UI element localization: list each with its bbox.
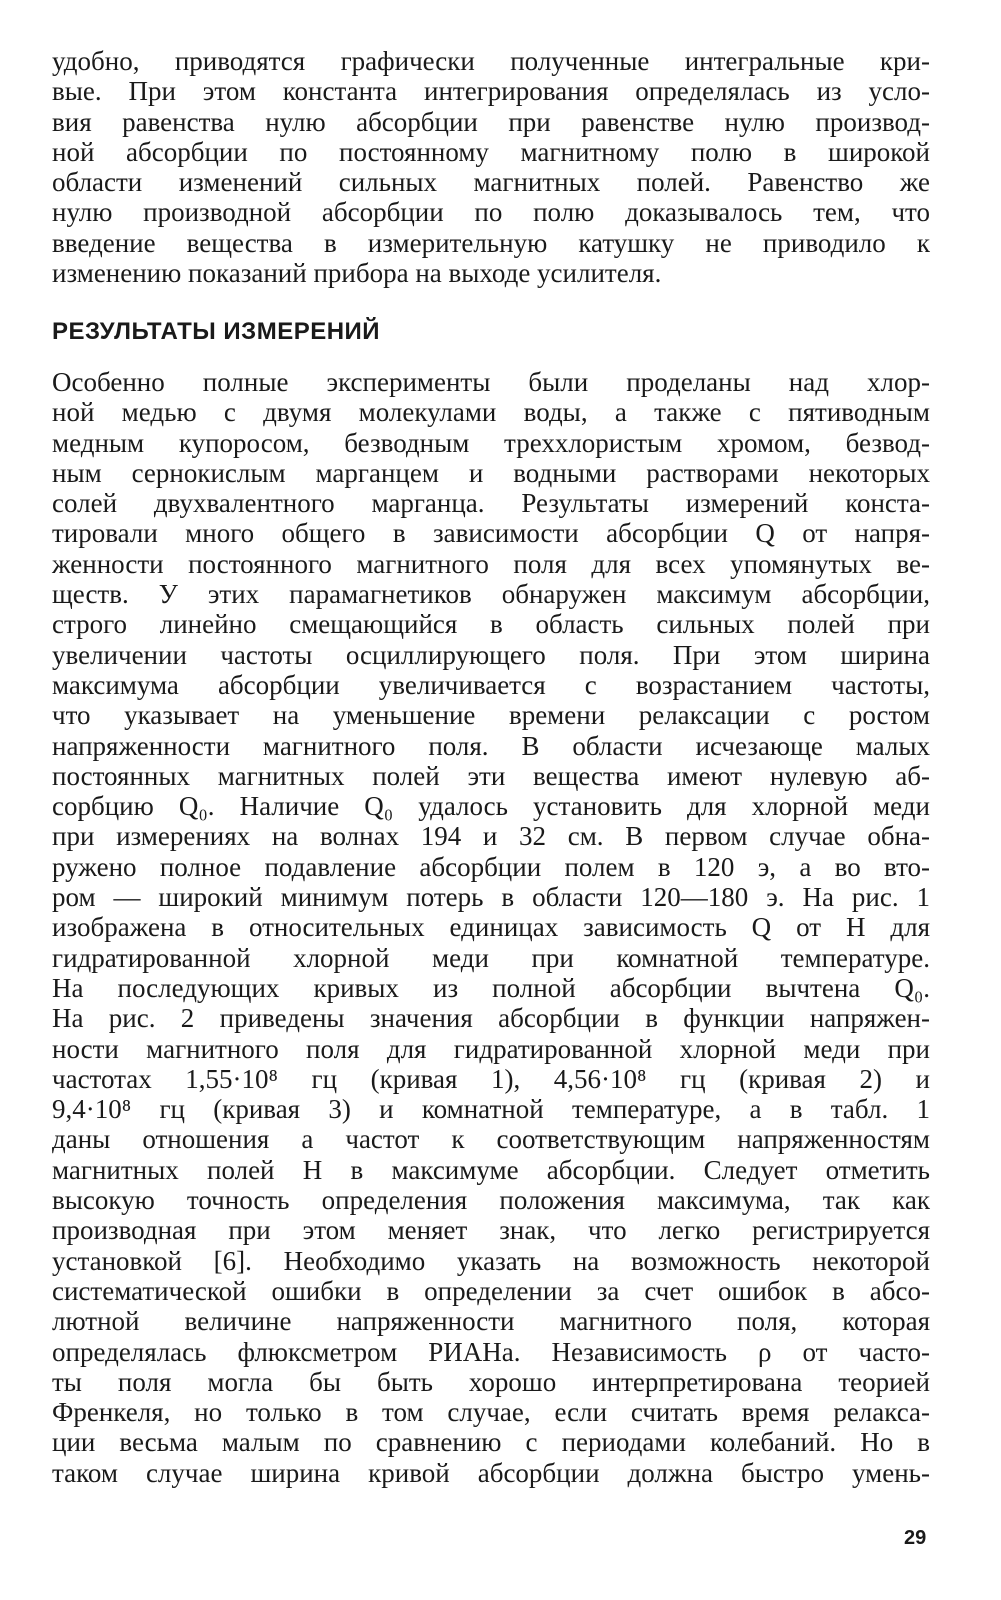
text-line: Френкеля, но только в том случае, если считать время релакса- [52,1397,930,1428]
text-line: строго линейно смещающийся в область сильных полей при [52,609,930,640]
text-line: что указывает на уменьшение времени релаксации с ростом [52,700,930,731]
text-line: магнитных полей H в максимуме абсорбции. Следует отметить [52,1154,930,1185]
text-line: определялась флюксметром РИАНа. Независимость ρ от часто- [52,1336,930,1367]
text-line: На последующих кривых из полной абсорбции вычтена Q₀. [52,972,930,1003]
text-line: ной медью с двумя молекулами воды, а также с пятиводным [52,397,930,428]
text-line: сорбцию Q₀. Наличие Q₀ удалось установить для хлорной меди [52,791,930,822]
section-heading: РЕЗУЛЬТАТЫ ИЗМЕРЕНИЙ [52,318,381,345]
text-line: солей двухвалентного марганца. Результаты измерений конста- [52,488,930,519]
text-line: 9,4·10⁸ гц (кривая 3) и комнатной температуре, а в табл. 1 [52,1094,930,1125]
text-line: тировали много общего в зависимости абсорбции Q от напря- [52,518,930,549]
text-line: удобно, приводятся графически полученные интегральные кри- [52,46,930,76]
text-line: изображена в относительных единицах зависимость Q от H для [52,912,930,943]
text-line: высокую точность определения положения максимума, так как [52,1185,930,1216]
text-line: таком случае ширина кривой абсорбции должна быстро умень- [52,1457,930,1488]
text-line: На рис. 2 приведены значения абсорбции в функции напряжен- [52,1003,930,1034]
text-line: изменению показаний прибора на выходе усилителя. [52,258,662,289]
text-line: постоянных магнитных полей эти вещества имеют нулевую аб- [52,760,930,791]
text-line: максимума абсорбции увеличивается с возрастанием частоты, [52,669,930,700]
text-line: Особенно полные эксперименты были проделаны над хлор- [52,367,930,397]
text-line: введение вещества в измерительную катушку не приводило к [52,227,930,258]
text-line: ной абсорбции по постоянному магнитному полю в широкой [52,136,930,167]
text-line: напряженности магнитного поля. В области исчезающе малых [52,730,930,761]
text-line: ром — широкий минимум потерь в области 120—180 э. На рис. 1 [52,882,930,913]
text-line: производная при этом меняет знак, что легко регистрируется [52,1215,930,1246]
text-line: вые. При этом константа интегрирования определялась из усло- [52,76,930,107]
text-line: гидратированной хлорной меди при комнатной температуре. [52,942,930,973]
text-line: ществ. У этих парамагнетиков обнаружен максимум абсорбции, [52,579,930,610]
text-line: вия равенства нулю абсорбции при равенстве нулю производ- [52,106,930,137]
text-line: систематической ошибки в определении за счет ошибок в абсо- [52,1275,930,1306]
text-line: ции весьма малым по сравнению с периодами колебаний. Но в [52,1427,930,1458]
text-line: ты поля могла бы быть хорошо интерпретирована теорией [52,1366,930,1397]
text-line: медным купоросом, безводным треххлористым хромом, безвод- [52,427,930,458]
text-line: ружено полное подавление абсорбции полем в 120 э, а во вто- [52,851,930,882]
text-line: области изменений сильных магнитных полей. Равенство же [52,167,930,198]
text-line: увеличении частоты осциллирующего поля. При этом ширина [52,639,930,670]
results-paragraph [52,367,930,1488]
text-line: установкой [6]. Необходимо указать на возможность некоторой [52,1245,930,1276]
text-line: ности магнитного поля для гидратированной хлорной меди при [52,1033,930,1064]
page-number: 29 [904,1527,927,1549]
text-line: нулю производной абсорбции по полю доказывалось тем, что [52,197,930,228]
text-line: женности постоянного магнитного поля для всех упомянутых ве- [52,548,930,579]
text-line: частотах 1,55·10⁸ гц (кривая 1), 4,56·10⁸ гц (кривая 2) и [52,1063,930,1094]
text-line: ным сернокислым марганцем и водными растворами некоторых [52,457,930,488]
intro-paragraph [52,46,930,288]
text-line: лютной величине напряженности магнитного поля, которая [52,1306,930,1337]
text-line: даны отношения a частот к соответствующим напряженностям [52,1124,930,1155]
text-line: при измерениях на волнах 194 и 32 см. В первом случае обна- [52,821,930,852]
